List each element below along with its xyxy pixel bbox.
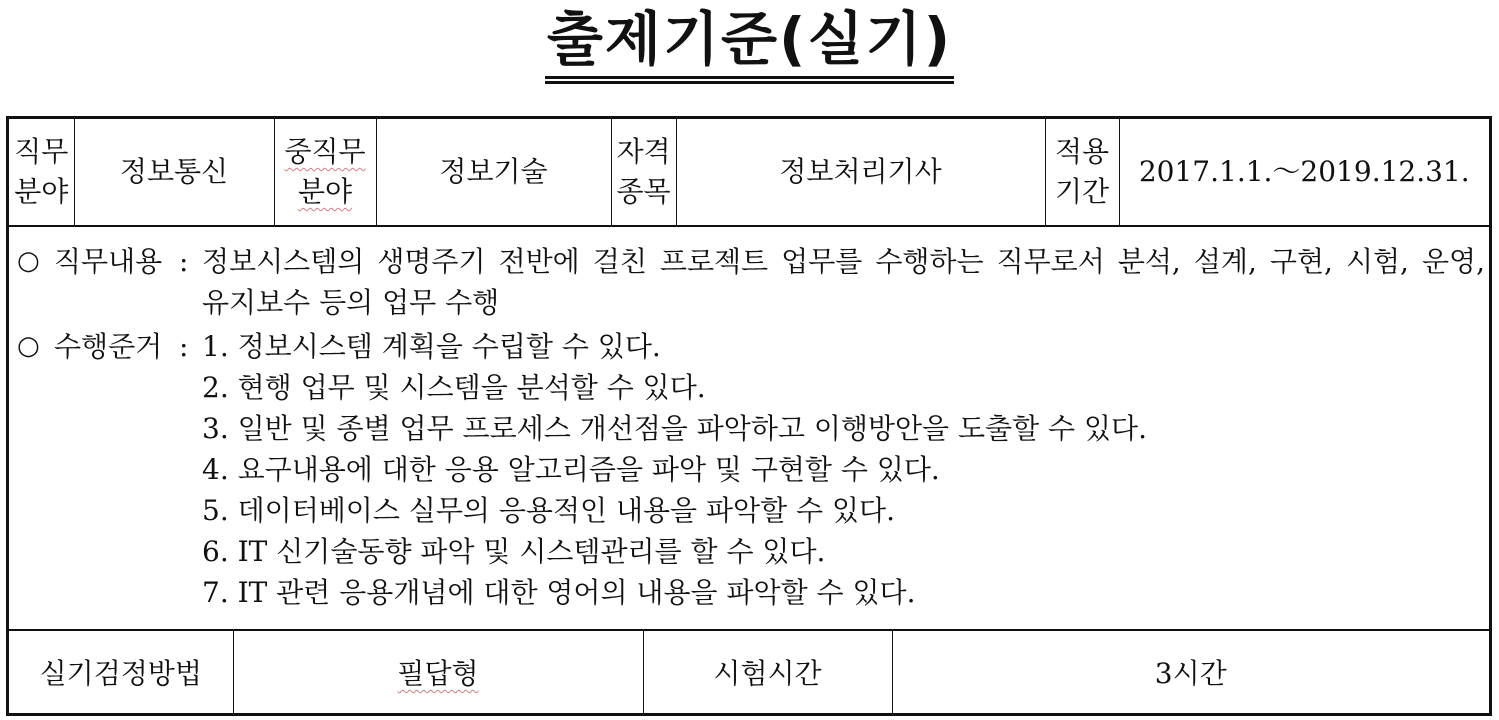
time-label: 시험시간 [643,631,892,713]
field-label: 직무 분야 [9,119,74,226]
page-title: 출제기준(실기) [545,4,954,79]
duty-row [9,241,1489,282]
criteria-item: 5. 데이터베이스 실무의 응용적인 내용을 파악할 수 있다. [202,494,895,527]
method-label: 실기검정방법 [9,631,233,713]
title-area [0,0,1499,100]
criteria-item: 4. 요구내용에 대한 응용 알고리즘을 파악 및 구현할 수 있다. [202,453,940,486]
time-value: 3시간 [1154,657,1227,690]
criteria-item: 1. 정보시스템 계획을 수립할 수 있다. [202,330,661,363]
period-label: 적용 기간 [1045,119,1119,226]
footer-table [9,631,1489,713]
period-value: 2017.1.1.～2019.12.31. [1119,119,1489,226]
cert-value: 정보처리기사 [676,119,1045,226]
criteria-item: 3. 일반 및 종별 업무 프로세스 개선점을 파악하고 이행방안을 도출할 수 있다. [202,412,1147,445]
cert-label: 자격 종목 [611,119,676,226]
duty-colon: : [179,245,189,278]
content-section [9,227,1489,631]
method-value: 필답형 [233,631,643,713]
subfield-label: 중직무 분야 [274,119,376,226]
duty-label: 직무내용 [54,245,163,278]
field-value: 정보통신 [74,119,274,226]
header-table [9,119,1489,227]
criteria-item: 6. IT 신기술동향 파악 및 시스템관리를 할 수 있다. [202,535,826,568]
bullet-circle-icon: ○ [17,331,40,361]
duty-line-2: 유지보수 등의 업무 수행 [202,286,500,319]
exam-criteria-document [6,116,1492,716]
criteria-item: 2. 현행 업무 및 시스템을 분석할 수 있다. [202,371,706,404]
criteria-label: 수행준거 [54,330,163,363]
subfield-value: 정보기술 [376,119,611,226]
criteria-item: 7. IT 관련 응용개념에 대한 영어의 내용을 파악할 수 있다. [202,576,916,609]
duty-line-1: 정보시스템의 생명주기 전반에 걸친 프로젝트 업무를 수행하는 직무로서 분석, 설계, 구현, 시험, 운영, [202,245,1485,278]
criteria-row [9,326,1489,367]
duty-row-continued [9,282,1489,323]
criteria-colon: : [179,330,189,363]
bullet-circle-icon: ○ [17,246,40,276]
